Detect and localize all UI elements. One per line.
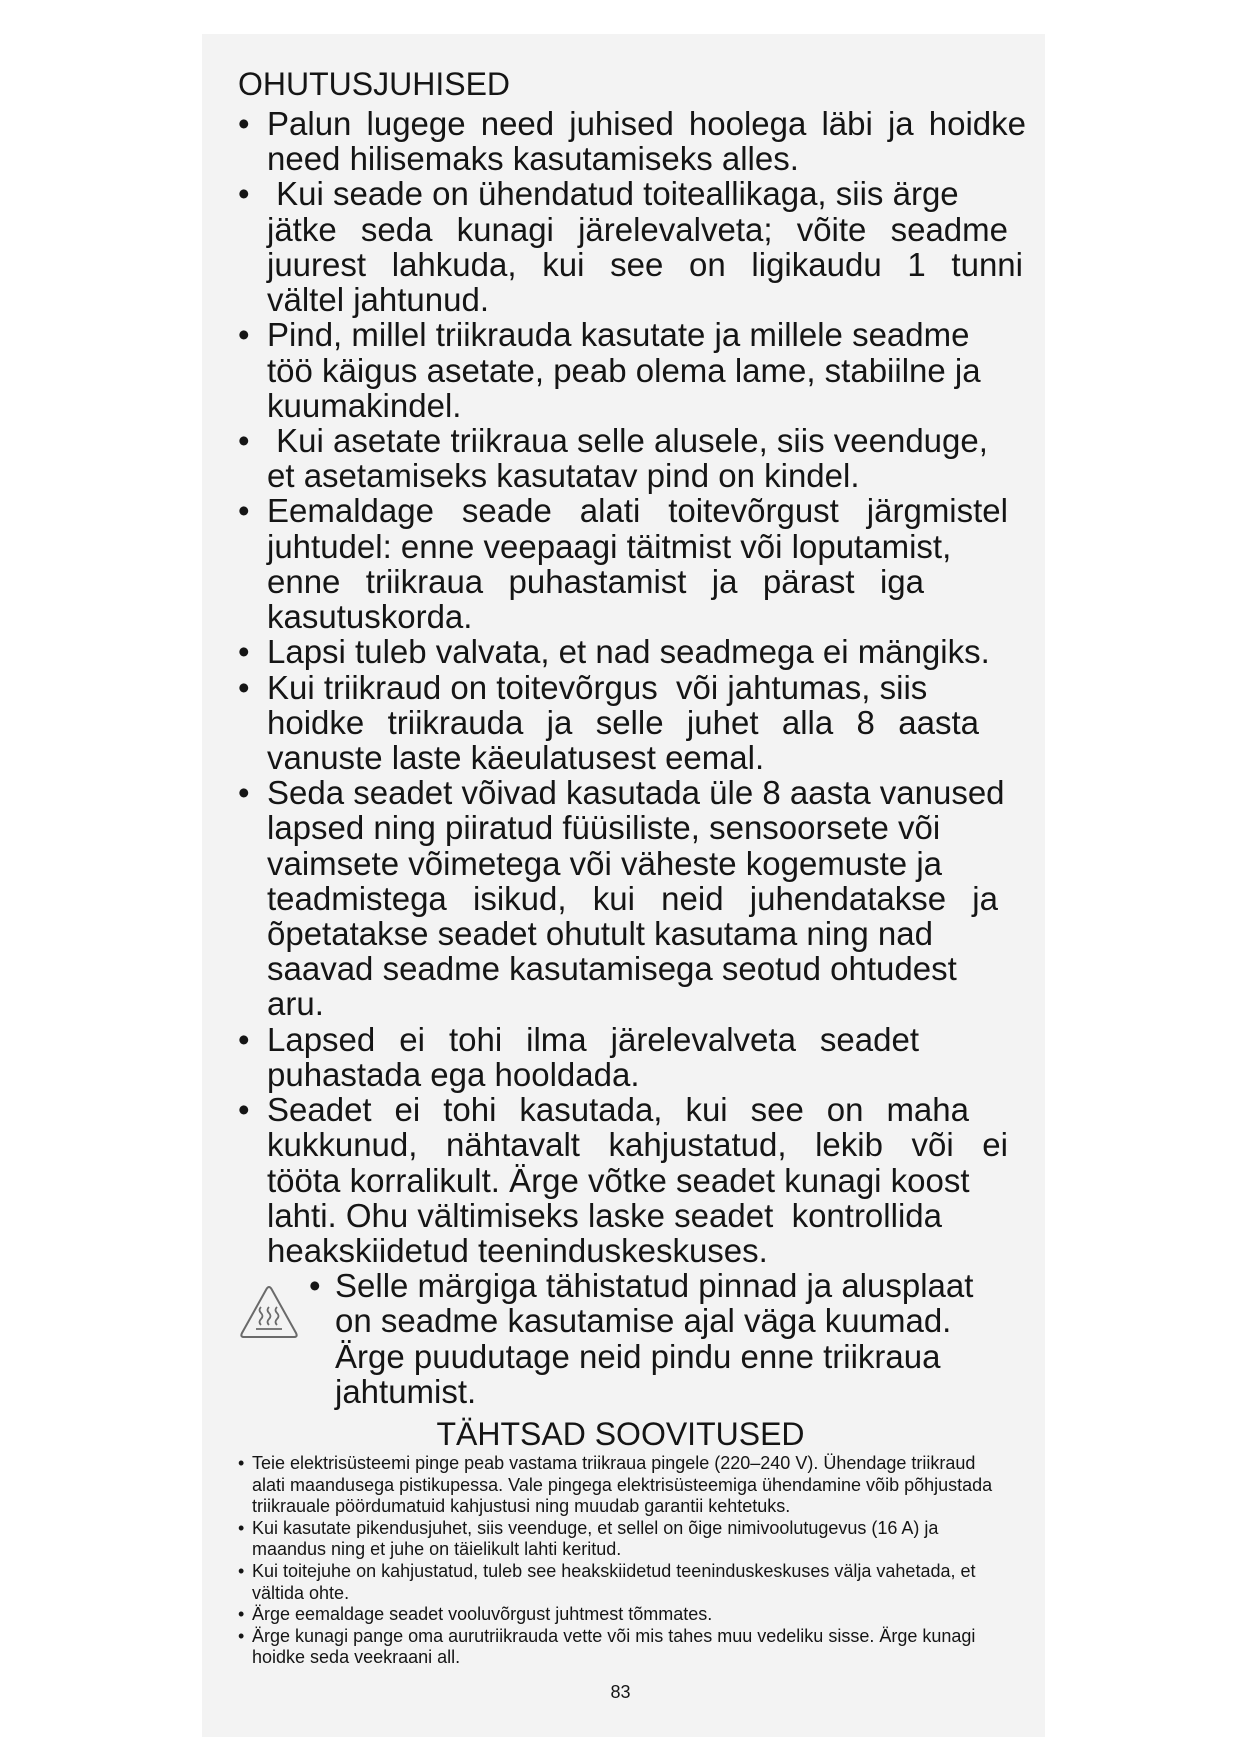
text-line: • Ärge eemaldage seadet vooluvõrgust juhtmest tõmmates. [252, 1604, 1024, 1626]
text-line: • Seda seadet võivad kasutada üle 8 aasta vanused [267, 775, 1028, 810]
text-line: et asetamiseks kasutatav pind on kindel. [267, 457, 860, 495]
safety-item [267, 775, 1028, 1022]
recommendation-item [252, 1518, 1024, 1561]
text-line: juhtudel: enne veepaagi täitmist või loputamist, [267, 527, 952, 565]
text-line: hoidke seda veekraani all. [252, 1647, 461, 1668]
text-line: • Palun lugege need juhised hoolega läbi ja hoidke [267, 106, 1026, 141]
text-line: • Lapsed ei tohi ilma järelevalveta seadet [267, 1022, 919, 1057]
text-line: hoidke triikrauda ja selle juhet alla 8 aasta [267, 703, 979, 741]
text-line: • Seadet ei tohi kasutada, kui see on maha [267, 1092, 969, 1127]
text-line: vältel jahtunud. [267, 281, 489, 319]
text-line: teadmistega isikud, kui neid juhendatakse ja [267, 879, 998, 917]
text-line: on seadme kasutamise ajal väga kuumad. [335, 1302, 952, 1340]
section-title-recommendations: TÄHTSAD SOOVITUSED [436, 1416, 805, 1452]
safety-item [267, 1092, 1028, 1268]
text-line: jahtumist. [335, 1372, 477, 1410]
text-line: • Eemaldage seade alati toitevõrgust järgmistel [267, 493, 1008, 528]
text-line: õpetatakse seadet ohutult kasutama ning nad [267, 915, 933, 953]
text-line: kukkunud, nähtavalt kahjustatud, lekib või ei [267, 1126, 1008, 1164]
hot-surface-warning-icon [238, 1284, 300, 1340]
text-line: jätke seda kunagi järelevalveta; võite seadme [267, 210, 1008, 248]
text-line: kasutuskorda. [267, 598, 473, 636]
recommendations-list [252, 1453, 1024, 1669]
safety-list [267, 106, 1028, 1409]
text-line: • Lapsi tuleb valvata, et nad seadmega ei mängiks. [267, 634, 1028, 669]
hot-surface-warning-item [267, 1268, 1028, 1409]
safety-item [267, 670, 1028, 776]
section-title-safety: OHUTUSJUHISED [238, 66, 511, 102]
safety-item [267, 1022, 1028, 1092]
text-line: lapsed ning piiratud füüsiliste, sensoorsete või [267, 809, 941, 847]
text-line: saavad seadme kasutamisega seotud ohtudest [267, 950, 957, 988]
safety-item [267, 176, 1028, 317]
text-line: alati maandusega pistikupessa. Vale pingega elektrisüsteemiga ühendamine võib põhjustada [252, 1474, 993, 1495]
text-line: • Selle märgiga tähistatud pinnad ja alusplaat [335, 1268, 1028, 1303]
text-line: triikrauale pöördumatuid kahjustusi ning muudab garantii kehtetuks. [252, 1496, 791, 1517]
text-line: • Teie elektrisüsteemi pinge peab vastama triikraua pingele (220–240 V). Ühendage triikraud [252, 1453, 1024, 1475]
text-line: maandus ning et juhe on täielikult lahti keritud. [252, 1539, 622, 1560]
text-line: enne triikraua puhastamist ja pärast iga [267, 562, 924, 600]
recommendation-item [252, 1453, 1024, 1518]
text-line: vaimsete võimetega või väheste kogemuste ja [267, 844, 943, 882]
text-line: lahti. Ohu vältimiseks laske seadet kontrollida [267, 1196, 942, 1234]
text-line: vältida ohte. [252, 1582, 350, 1603]
recommendation-item [252, 1604, 1024, 1626]
safety-item [267, 493, 1028, 634]
safety-item [267, 634, 1028, 669]
text-line: vanuste laste käeulatusest eemal. [267, 738, 765, 776]
text-line: aru. [267, 985, 324, 1023]
safety-item [267, 106, 1028, 176]
safety-item [267, 423, 1028, 493]
safety-item [267, 317, 1028, 423]
text-line: • Kui asetate triikraua selle alusele, siis veenduge, [267, 423, 1028, 458]
text-line: • Ärge kunagi pange oma aurutriikrauda vette või mis tahes muu vedeliku sisse. Ärge kunagi [252, 1626, 1024, 1648]
page-number: 83 [610, 1682, 631, 1702]
text-line: tööta korralikult. Ärge võtke seadet kunagi koost [267, 1161, 970, 1199]
text-line: need hilisemaks kasutamiseks alles. [267, 140, 799, 178]
text-line: • Kui triikraud on toitevõrgus või jahtumas, siis [267, 670, 1028, 705]
text-line: puhastada ega hooldada. [267, 1055, 640, 1093]
text-line: töö käigus asetate, peab olema lame, stabiilne ja [267, 351, 981, 389]
text-line: • Kui kasutate pikendusjuhet, siis veenduge, et sellel on õige nimivoolutugevus (16 A) ja [252, 1518, 1024, 1540]
text-line: • Pind, millel triikrauda kasutate ja millele seadme [267, 317, 1028, 352]
text-line: Ärge puudutage neid pindu enne triikraua [335, 1337, 941, 1375]
recommendation-item [252, 1626, 1024, 1669]
recommendation-item [252, 1561, 1024, 1604]
text-line: kuumakindel. [267, 386, 462, 424]
text-line: juurest lahkuda, kui see on ligikaudu 1 tunni [267, 245, 1023, 283]
text-line: • Kui seade on ühendatud toiteallikaga, siis ärge [267, 176, 1028, 211]
text-line: heakskiidetud teeninduskeskuses. [267, 1232, 768, 1269]
text-line: • Kui toitejuhe on kahjustatud, tuleb see heakskiidetud teeninduskeskuses välja vahetada, et [252, 1561, 1024, 1583]
